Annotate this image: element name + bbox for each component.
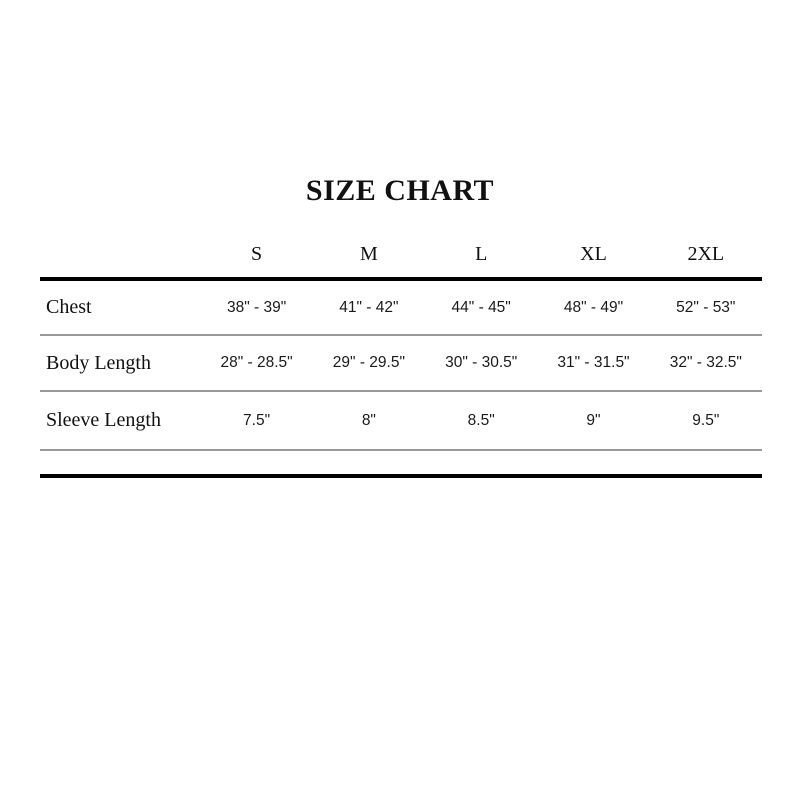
size-value-cell: 7.5"	[200, 391, 312, 450]
size-value-cell: 32" - 32.5"	[650, 335, 762, 391]
column-header-l: L	[425, 231, 537, 279]
column-header-2xl: 2XL	[650, 231, 762, 279]
column-header-xl: XL	[537, 231, 649, 279]
size-value-cell: 52" - 53"	[650, 279, 762, 335]
size-value-cell: 30" - 30.5"	[425, 335, 537, 391]
size-value-cell: 38" - 39"	[200, 279, 312, 335]
table-row	[40, 391, 762, 450]
size-chart-table	[40, 231, 762, 478]
row-label: Chest	[40, 279, 200, 335]
table-row	[40, 279, 762, 335]
size-value-cell: 9.5"	[650, 391, 762, 450]
spacer-row	[40, 450, 762, 476]
size-value-cell: 41" - 42"	[313, 279, 425, 335]
size-value-cell: 29" - 29.5"	[313, 335, 425, 391]
size-value-cell: 31" - 31.5"	[537, 335, 649, 391]
size-value-cell: 28" - 28.5"	[200, 335, 312, 391]
size-value-cell: 44" - 45"	[425, 279, 537, 335]
table-row	[40, 335, 762, 391]
corner-header	[40, 231, 200, 279]
page-title: SIZE CHART	[305, 174, 495, 208]
size-value-cell: 9"	[537, 391, 649, 450]
size-value-cell: 8.5"	[425, 391, 537, 450]
size-value-cell: 8"	[313, 391, 425, 450]
column-header-s: S	[200, 231, 312, 279]
row-label: Sleeve Length	[40, 391, 200, 450]
column-header-m: M	[313, 231, 425, 279]
table-body	[40, 279, 762, 450]
size-value-cell: 48" - 49"	[537, 279, 649, 335]
header-row	[40, 231, 762, 279]
bottom-rule	[40, 450, 762, 476]
row-label: Body Length	[40, 335, 200, 391]
